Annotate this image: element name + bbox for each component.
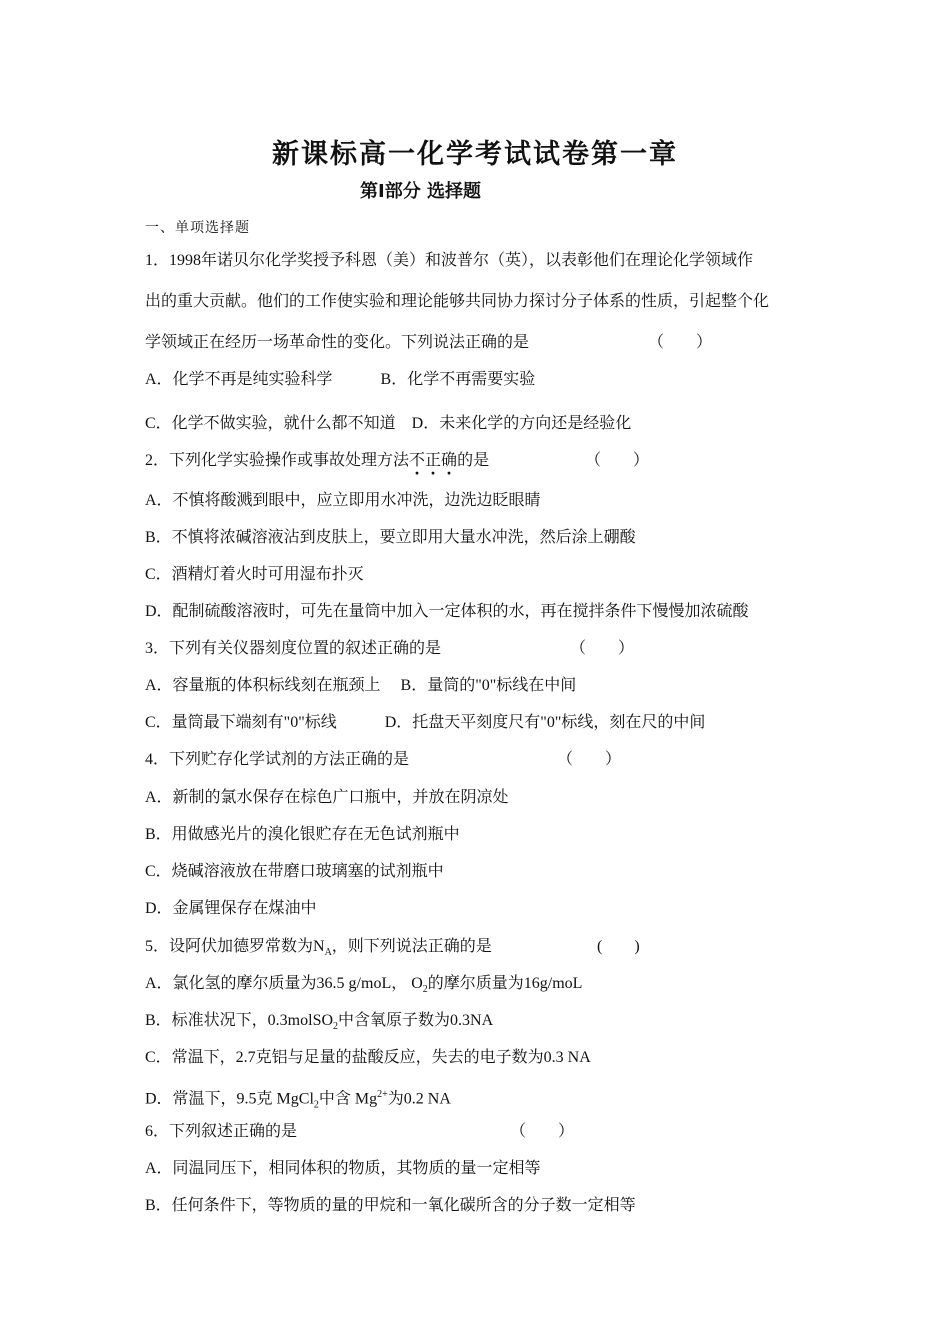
q4-answer-blank: （ ） [557,751,622,768]
section-subtitle: 第Ⅰ部分 选择题 [360,181,481,202]
q5-d-superscript: 2+ [377,1089,388,1100]
q4-option-b: B．用做感光片的溴化银贮存在无色试剂瓶中 [145,826,460,843]
q2-emphasis-char: 确 [441,452,458,469]
q5-d-pre: D．常温下，9.5克 MgCl [145,1090,314,1108]
q5-stem-subscript: A [324,947,332,959]
q4-option-c: C．烧碱溶液放在带磨口玻璃塞的试剂瓶中 [145,863,444,880]
page-title: 新课标高一化学考试试卷第一章 [272,139,678,170]
q2-emphasis-char: 正 [425,452,442,469]
q2-emphasis-char: 不 [409,452,426,469]
q5-b-post: 中含氧原子数为0.3NA [338,1012,494,1029]
q5-a-post: 的摩尔质量为16g/moL [427,975,583,992]
q5-a-subscript: 2 [422,984,428,996]
q1-options-cd: C．化学不做实验，就什么都不知道 D．未来化学的方向还是经验化 [145,415,632,432]
q5-d-mid: 中含 Mg [318,1090,378,1108]
q5-a-pre: A．氯化氢的摩尔质量为36.5 g/moL， O [145,975,423,992]
q1-answer-blank: （ ） [648,334,713,351]
q4-option-d: D．金属锂保存在煤油中 [145,900,317,917]
q3-options-cd: C．量筒最下端刻有"0"标线 D．托盘天平刻度尺有"0"标线，刻在尺的中间 [145,714,706,731]
q5-option-d [145,1085,451,1116]
q1-options-ab: A．化学不再是纯实验科学 B．化学不再需要实验 [145,371,536,388]
q5-b-pre: B．标准状况下，0.3molSO [145,1012,334,1029]
q6-option-b: B．任何条件下，等物质的量的甲烷和一氧化碳所含的分子数一定相等 [145,1197,636,1214]
q6-answer-blank: （ ） [510,1123,575,1140]
q3-stem: 3．下列有关仪器刻度位置的叙述正确的是 [145,640,442,657]
q5-stem-pre: 5．设阿伏加德罗常数为N [145,938,325,955]
q4-option-a: A．新制的氯水保存在棕色广口瓶中，并放在阴凉处 [145,789,509,806]
q5-b-subscript: 2 [333,1021,339,1033]
q2-stem [145,451,489,471]
section-heading: 一、单项选择题 [145,220,250,236]
q6-option-a: A．同温同压下，相同体积的物质，其物质的量一定相等 [145,1160,541,1177]
q2-option-c: C．酒精灯着火时可用湿布扑灭 [145,566,364,583]
q1-stem-line2: 出的重大贡献。他们的工作使实验和理论能够共同协力探讨分子体系的性质，引起整个化 [145,293,770,310]
q5-d-post: 为0.2 NA [387,1090,451,1108]
q2-option-b: B．不慎将浓碱溶液沾到皮肤上，要立即用大量水冲洗，然后涂上硼酸 [145,529,636,546]
q5-d-subscript: 2 [313,1099,319,1111]
q1-stem-line3: 学领域正在经历一场革命性的变化。下列说法正确的是 [145,334,530,351]
q5-answer-blank: ( ) [597,938,640,955]
q4-stem: 4．下列贮存化学试剂的方法正确的是 [145,751,410,768]
q5-stem-post: ，则下列说法正确的是 [331,938,492,955]
q1-stem-line1: 1．1998年诺贝尔化学奖授予科恩（美）和波普尔（英），以表彰他们在理论化学领域作 [145,252,754,269]
q6-stem: 6．下列叙述正确的是 [145,1123,298,1140]
q2-option-d: D．配制硫酸溶液时，可先在量筒中加入一定体积的水，再在搅拌条件下慢慢加浓硫酸 [145,603,749,620]
q5-stem [145,937,492,963]
q2-stem-post: 的是 [457,452,490,469]
q2-answer-blank: （ ） [585,452,650,469]
q3-answer-blank: （ ） [570,640,635,657]
q2-option-a: A．不慎将酸溅到眼中，应立即用水冲洗，边洗边眨眼睛 [145,492,541,509]
q5-option-c: C．常温下，2.7克铝与足量的盐酸反应，失去的电子数为0.3 NA [145,1049,591,1066]
q5-option-a [145,974,582,1000]
q2-stem-pre: 2．下列化学实验操作或事故处理方法 [145,452,410,469]
q3-options-ab: A．容量瓶的体积标线刻在瓶颈上 B．量筒的"0"标线在中间 [145,677,577,694]
q5-option-b [145,1011,493,1037]
